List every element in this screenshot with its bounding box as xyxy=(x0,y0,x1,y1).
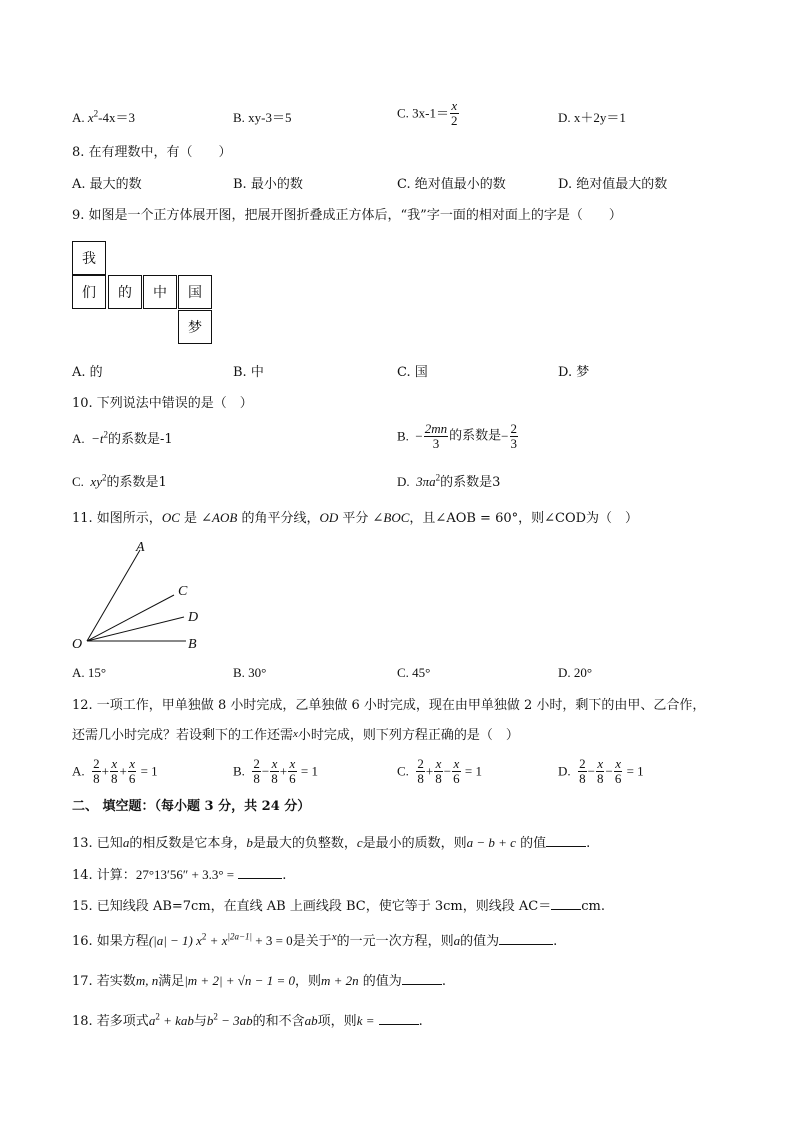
q15: 15. 已知线段 AB=7cm，在直线 AB 上画线段 BC，使它等于 3cm，则线段 AC＝ cm. xyxy=(72,899,605,914)
fraction: $\frac{x}{8}$ xyxy=(435,756,442,786)
fraction: $\frac{2}{8}$ xyxy=(253,756,260,786)
q8-option-d[interactable]: D. 绝对值最大的数 xyxy=(558,177,668,192)
q10-option-d[interactable]: D. $3\pi a^2$的系数是3 xyxy=(397,472,501,490)
label-o: O xyxy=(72,637,83,652)
q12-option-c[interactable]: C. $\frac{2}{8}$ + $\frac{x}{8}$ − $\frac{x}{6}$ = 1 xyxy=(397,756,482,786)
fraction: $\frac{x}{6}$ xyxy=(453,756,460,786)
net-face-de: 的 xyxy=(108,275,142,309)
net-face-wo: 我 xyxy=(72,241,106,275)
q11-option-b[interactable]: B. 30° xyxy=(233,665,267,680)
q10-option-c[interactable]: C. $xy^2$的系数是1 xyxy=(72,472,167,490)
q12-option-a[interactable]: A. $\frac{2}{8}$ + $\frac{x}{8}$ + $\frac{x}{6}$ = 1 xyxy=(72,756,158,786)
answer-blank[interactable] xyxy=(546,834,586,847)
q10-option-a[interactable]: A. $-t^2$的系数是-1 xyxy=(72,429,173,447)
q12-line2: 还需几小时完成？若设剩下的工作还需$^x$小时完成，则下列方程正确的是（ ） xyxy=(72,728,519,743)
section-heading: 二、 填空题：（每小题 3 分，共 24 分） xyxy=(72,799,311,814)
q7-option-d[interactable]: D. x＋2y＝1 xyxy=(558,110,626,125)
q8-option-b[interactable]: B. 最小的数 xyxy=(233,177,303,192)
q7-option-b[interactable]: B. xy-3＝5 xyxy=(233,110,292,125)
q10-option-b[interactable]: B. − $\frac{2mn}{3}$ 的系数是− $\frac{2}{3}$ xyxy=(397,421,518,451)
answer-blank[interactable] xyxy=(551,897,581,910)
fraction: $\frac{x}{8}$ xyxy=(271,756,278,786)
fraction: $\frac{x}{8}$ xyxy=(596,756,604,786)
answer-blank[interactable] xyxy=(379,1012,419,1025)
q12-option-d[interactable]: D. $\frac{2}{8}$ − $\frac{x}{8}$ − $\frac{x}{6}$ = 1 xyxy=(558,756,644,786)
q11-option-a[interactable]: A. 15° xyxy=(72,665,107,680)
fraction: $\frac{x}{2}$ xyxy=(451,98,458,128)
q8-option-a[interactable]: A. 最大的数 xyxy=(72,177,142,192)
fraction: $\frac{x}{8}$ xyxy=(110,756,118,786)
q10-stem: 10. 下列说法中错误的是（ ） xyxy=(72,396,253,411)
q8-stem: 8. 在有理数中，有（ ） xyxy=(72,145,232,160)
net-face-zhong: 中 xyxy=(143,275,177,309)
net-face-guo: 国 xyxy=(178,275,212,309)
q16: 16. 如果方程(|a| − 1) $x^2 + x^{|2a-1|} + 3 = 0$是关于$^x$的一元一次方程，则a的值为 . xyxy=(72,931,558,949)
fraction: $\frac{2}{8}$ xyxy=(417,756,424,786)
angle-figure xyxy=(60,535,220,660)
q7-option-a[interactable]: A. $x^2-4x=3$ xyxy=(72,108,136,125)
label-d: D xyxy=(188,610,199,625)
label-b: B xyxy=(188,637,197,652)
answer-blank[interactable] xyxy=(402,972,442,985)
q11-stem: 11. 如图所示，OC 是 ∠AOB 的角平分线，OD 平分 ∠BOC，且∠AOB = 60°，则∠COD为（ ） xyxy=(72,510,639,526)
q9-option-c[interactable]: C. 国 xyxy=(397,365,428,380)
q17: 17. 若实数m, n满足|m + 2| + √n − 1 = 0，则m + 2n 的值为 . xyxy=(72,973,446,989)
label-c: C xyxy=(178,584,188,599)
q12-option-b[interactable]: B. $\frac{2}{8}$ − $\frac{x}{8}$ + $\frac{x}{6}$ = 1 xyxy=(233,756,318,786)
q8-option-c[interactable]: C. 绝对值最小的数 xyxy=(397,177,506,192)
answer-blank[interactable] xyxy=(238,866,282,879)
label-a: A xyxy=(136,540,145,555)
fraction: $\frac{2}{8}$ xyxy=(93,756,100,786)
q11-option-d[interactable]: D. 20° xyxy=(558,665,593,680)
fraction: $\frac{x}{6}$ xyxy=(128,756,136,786)
q9-option-a[interactable]: A. 的 xyxy=(72,365,103,380)
q18: 18. 若多项式$a^2$ + kab与$b^2 - 3ab$的和不含ab项，则k = . xyxy=(72,1011,423,1029)
fraction: $\frac{2}{8}$ xyxy=(579,756,586,786)
fraction: $\frac{x}{6}$ xyxy=(614,756,622,786)
q9-option-d[interactable]: D. 梦 xyxy=(558,365,590,380)
q11-option-c[interactable]: C. 45° xyxy=(397,665,431,680)
q7-option-c[interactable]: C. 3x-1＝ $\frac{x}{2}$ xyxy=(397,98,458,128)
q9-option-b[interactable]: B. 中 xyxy=(233,365,264,380)
ray-od xyxy=(87,617,184,641)
net-face-meng: 梦 xyxy=(178,310,212,344)
q9-stem: 9. 如图是一个正方体展开图，把展开图折叠成正方体后，“我”字一面的相对面上的字是（ ） xyxy=(72,208,622,223)
answer-blank[interactable] xyxy=(499,932,553,945)
net-face-men: 们 xyxy=(72,275,106,309)
q12-line1: 12. 一项工作，甲单独做 8 小时完成，乙单独做 6 小时完成，现在由甲单独做 2 小时，剩下的由甲、乙合作， xyxy=(72,698,706,713)
q14: 14. 计算：27°13′56″ + 3.3° = . xyxy=(72,867,287,883)
q13: 13. 已知a的相反数是它本身，b是最大的负整数，c是最小的质数，则a − b + c 的值 . xyxy=(72,835,591,851)
fraction: $\frac{x}{6}$ xyxy=(289,756,296,786)
